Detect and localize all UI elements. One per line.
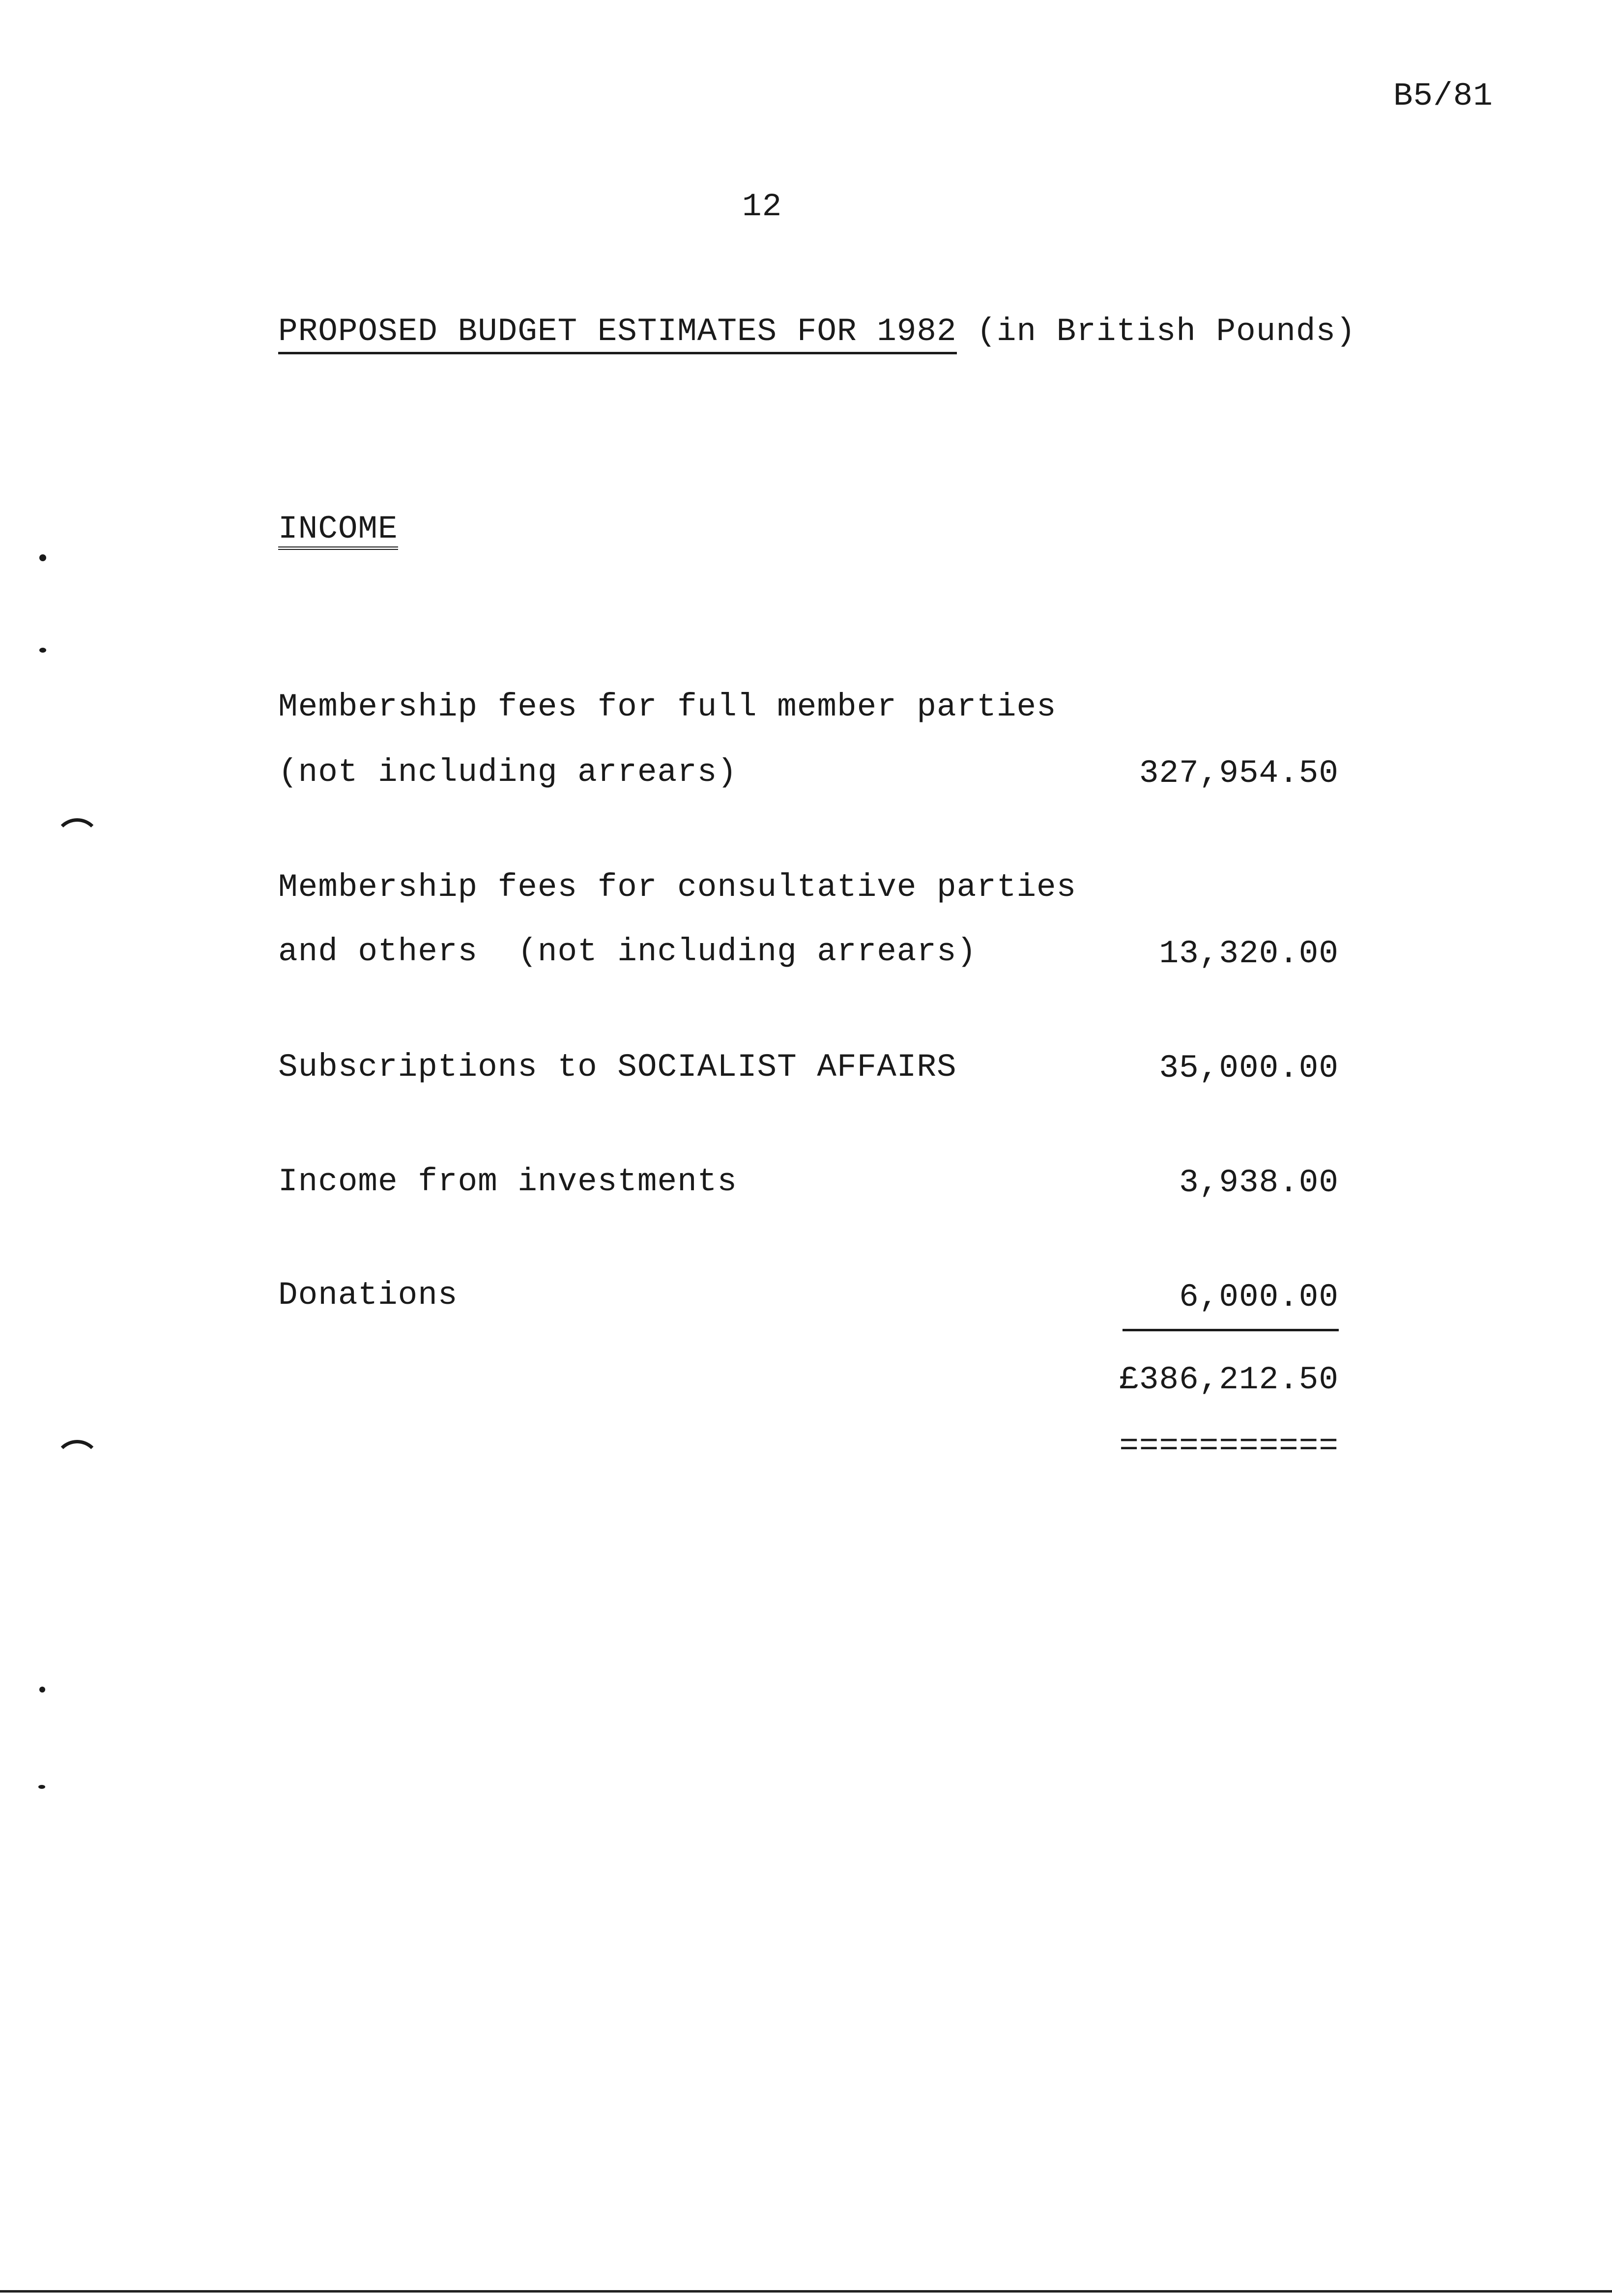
total-double-rule: =========== — [1119, 1428, 1339, 1464]
page-bottom-edge — [0, 2290, 1612, 2293]
income-item-1-amount: 327,954.50 — [1139, 755, 1339, 792]
scan-speck — [39, 648, 46, 653]
income-item-3-label: Subscriptions to SOCIALIST AFFAIRS — [278, 1049, 957, 1086]
income-item-1-line2: (not including arrears) — [278, 754, 737, 791]
scan-speck — [39, 554, 46, 561]
page-number: 12 — [742, 188, 782, 225]
document-reference: B5/81 — [1393, 78, 1493, 115]
total-amount: £386,212.50 — [1119, 1361, 1339, 1398]
scan-speck — [39, 1687, 45, 1693]
punch-hole-mark-bottom — [54, 1440, 100, 1486]
punch-hole-mark-top — [54, 818, 100, 864]
income-item-5-amount: 6,000.00 — [1179, 1279, 1339, 1316]
income-item-2-amount: 13,320.00 — [1159, 935, 1339, 972]
page-title — [278, 313, 1356, 354]
subtotal-rule — [1123, 1329, 1339, 1331]
income-item-2-line2: and others (not including arrears) — [278, 933, 977, 970]
section-heading-income — [278, 513, 398, 550]
title-suffix: (in British Pounds) — [956, 313, 1356, 350]
income-item-4-amount: 3,938.00 — [1179, 1164, 1339, 1201]
title-main: PROPOSED BUDGET ESTIMATES FOR 1982 — [278, 316, 957, 354]
section-heading-text: INCOME — [278, 513, 398, 550]
scan-speck — [38, 1785, 45, 1789]
income-item-3-amount: 35,000.00 — [1159, 1050, 1339, 1087]
income-item-1-line1: Membership fees for full member parties — [278, 689, 1057, 725]
income-item-4-label: Income from investments — [278, 1163, 737, 1200]
income-item-2-line1: Membership fees for consultative parties — [278, 869, 1077, 906]
income-item-5-label: Donations — [278, 1277, 458, 1314]
